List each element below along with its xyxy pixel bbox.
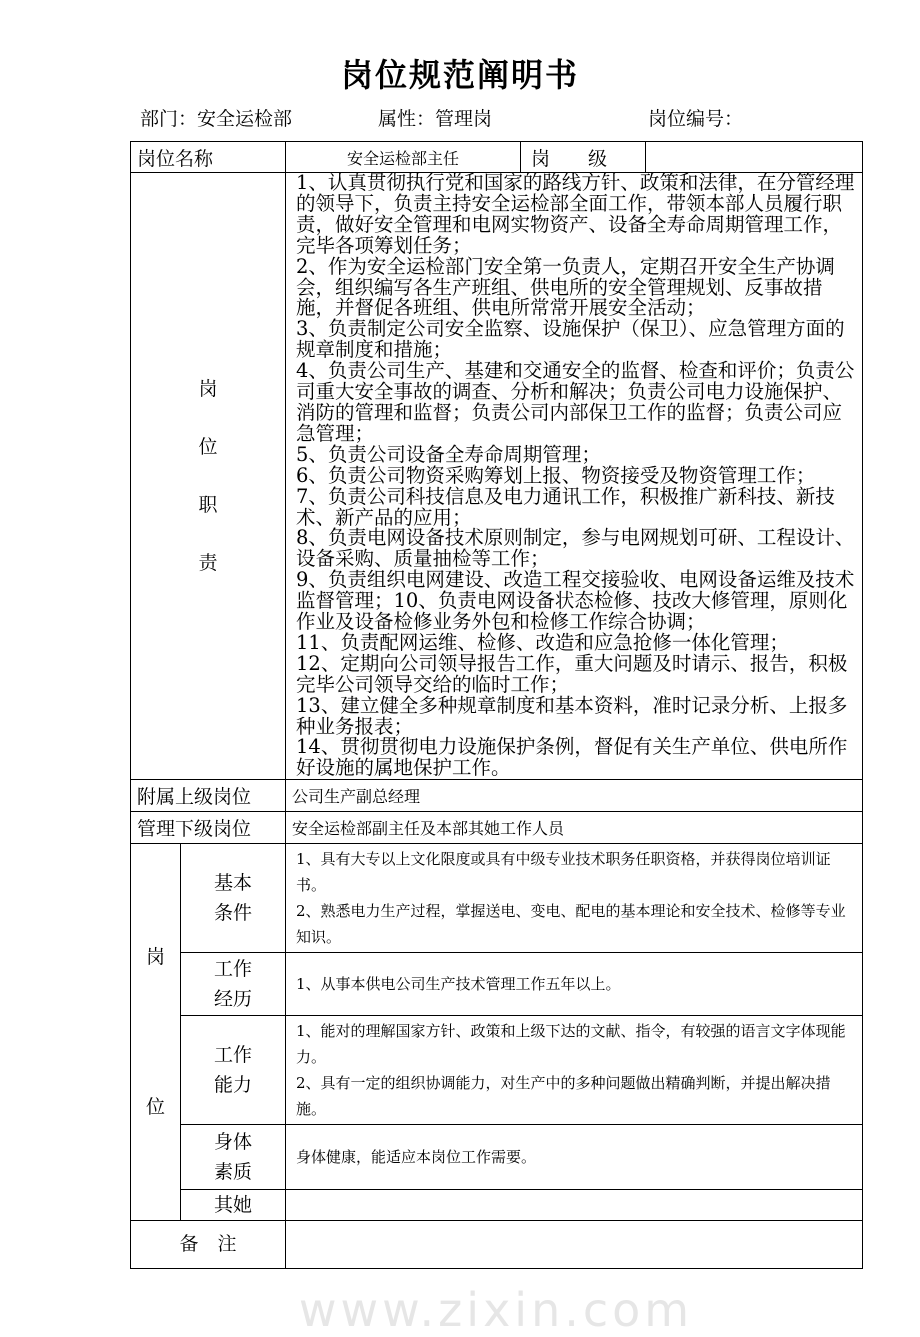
post-name-label: 岗位名称 <box>131 142 286 173</box>
remarks-row <box>131 1221 863 1269</box>
post-name-row <box>131 142 863 173</box>
post-name-value: 安全运检部主任 <box>286 142 521 173</box>
requirement-line: 1、具有大专以上文化限度或具有中级专业技术职务任职资格，并获得岗位培训证书。 <box>296 850 831 895</box>
requirement-value <box>286 1125 863 1190</box>
requirement-value <box>286 1190 863 1221</box>
subordinate-row <box>131 812 863 844</box>
duty-item: 1、认真贯彻执行党和国家的路线方针、政策和法律，在分管经理的领导下，负责主持安全运检部全面工作，带领本部人员履行职责，做好安全管理和电网实物资产、设备全寿命周期管理工作，完毕各项筹划任务； <box>296 171 855 257</box>
requirement-line: 2、具有一定的组织协调能力，对生产中的多种问题做出精确判断，并提出解决措施。 <box>296 1074 831 1119</box>
requirement-row <box>131 1016 863 1125</box>
requirement-label-line: 工作 <box>214 1044 253 1067</box>
post-number: 岗位编号： <box>648 108 744 130</box>
post-level-label: 岗 级 <box>521 142 646 173</box>
subordinate-value: 安全运检部副主任及本部其她工作人员 <box>286 812 863 844</box>
duties-list <box>286 173 863 780</box>
requirement-label-line: 素质 <box>214 1161 253 1184</box>
department: 部门：安全运检部 <box>140 108 293 130</box>
duty-item: 7、负责公司科技信息及电力通讯工作，积极推广新科技、新技术、新产品的应用； <box>296 484 835 529</box>
requirements-label-char: 岗 <box>145 946 165 969</box>
duties-label-char: 位 <box>198 436 218 459</box>
superior-value: 公司生产副总经理 <box>286 780 863 812</box>
duty-item: 14、贯彻贯彻电力设施保护条例，督促有关生产单位、供电所作好设施的属地保护工作。 <box>296 735 848 780</box>
requirement-row <box>131 844 863 953</box>
job-spec-table <box>130 141 863 1269</box>
duties-label-char: 责 <box>198 552 218 575</box>
requirements-label-char: 位 <box>145 1096 165 1119</box>
duty-item: 11、负责配网运维、检修、改造和应急抢修一体化管理； <box>296 630 789 654</box>
attribute: 属性：管理岗 <box>378 108 493 130</box>
duty-item: 8、负责电网设备技术原则制定，参与电网规划可研、工程设计、设备采购、质量抽检等工作； <box>296 526 855 571</box>
duty-item: 5、负责公司设备全寿命周期管理； <box>296 442 601 466</box>
superior-label: 附属上级岗位 <box>131 780 286 812</box>
requirements-label <box>131 844 181 1221</box>
superior-row <box>131 780 863 812</box>
requirement-line: 2、熟悉电力生产过程，掌握送电、变电、配电的基本理论和安全技术、检修等专业知识。 <box>296 902 846 947</box>
watermark: www.zixin.com <box>298 1283 694 1337</box>
requirement-label-line: 其她 <box>214 1194 253 1217</box>
requirement-line: 身体健康，能适应本岗位工作需要。 <box>296 1148 537 1167</box>
requirement-label-line: 经历 <box>214 988 253 1011</box>
requirement-value <box>286 953 863 1016</box>
requirement-value <box>286 1016 863 1125</box>
requirement-row <box>131 1125 863 1190</box>
duties-label <box>131 173 286 780</box>
requirement-line: 1、从事本供电公司生产技术管理工作五年以上。 <box>296 975 621 994</box>
requirement-label <box>181 953 286 1016</box>
requirement-label <box>181 1016 286 1125</box>
duty-item: 9、负责组织电网建设、改造工程交接验收、电网设备运维及技术监督管理；10、负责电网设备状态检修、技改大修管理，原则化作业及设备检修业务外包和检修工作综合协调； <box>296 568 855 634</box>
requirement-value <box>286 844 863 953</box>
duties-row <box>131 173 863 780</box>
requirement-row <box>131 953 863 1016</box>
requirement-label <box>181 844 286 953</box>
document-body <box>130 141 862 1337</box>
duty-item: 12、定期向公司领导报告工作，重大问题及时请示、报告，积极完毕公司领导交给的临时工作； <box>296 651 848 696</box>
requirement-row <box>131 1190 863 1221</box>
duty-item: 13、建立健全多种规章制度和基本资料，准时记录分析、上报多种业务报表； <box>296 693 848 738</box>
duty-item: 3、负责制定公司安全监察、设施保护（保卫）、应急管理方面的规章制度和措施； <box>296 317 845 362</box>
requirement-line: 1、能对的理解国家方针、政策和上级下达的文献、指令，有较强的语言文字体现能力。 <box>296 1022 846 1067</box>
duty-item: 2、作为安全运检部门安全第一负责人，定期召开安全生产协调会，组织编写各生产班组、供电所的安全管理规划、反事故措施，并督促各班组、供电所常常开展安全活动； <box>296 254 835 320</box>
duties-label-char: 职 <box>198 494 218 517</box>
document-title: 岗位规范阐明书 <box>340 56 579 94</box>
requirement-label <box>181 1125 286 1190</box>
remarks-value <box>286 1221 863 1269</box>
duty-item: 4、负责公司生产、基建和交通安全的监督、检查和评价；负责公司重大安全事故的调查、分析和解决；负责公司电力设施保护、消防的管理和监督；负责公司内部保卫工作的监督；负责公司应急管理； <box>296 359 855 445</box>
requirement-label-line: 条件 <box>214 902 253 925</box>
requirement-label-line: 身体 <box>214 1131 253 1154</box>
requirement-label <box>181 1190 286 1221</box>
requirement-label-line: 基本 <box>214 872 253 895</box>
subordinate-label: 管理下级岗位 <box>131 812 286 844</box>
requirement-label-line: 能力 <box>214 1074 253 1097</box>
remarks-label: 备 注 <box>131 1221 286 1269</box>
post-level-value <box>646 142 863 173</box>
duties-label-char: 岗 <box>198 378 218 401</box>
requirement-label-line: 工作 <box>214 958 253 981</box>
duty-item: 6、负责公司物资采购筹划上报、物资接受及物资管理工作； <box>296 463 816 487</box>
